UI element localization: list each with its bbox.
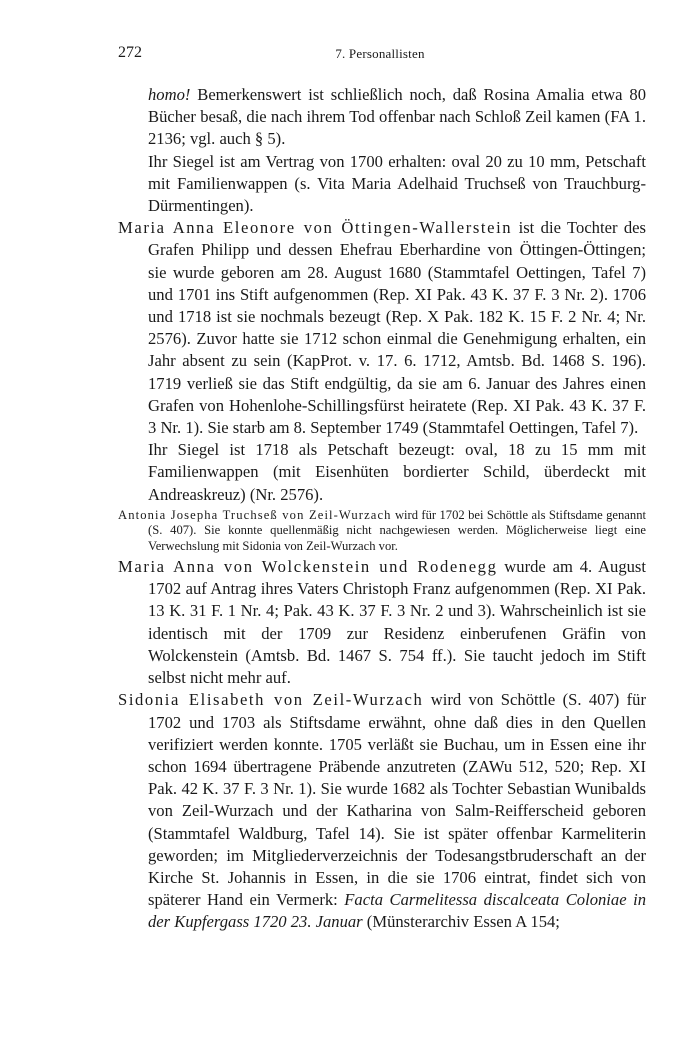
entry-name: Maria Anna Eleonore von Öttingen-Wallerstein	[118, 218, 513, 238]
italic-word: homo!	[148, 85, 191, 104]
entry-name: Maria Anna von Wolckenstein und Rodenegg	[118, 557, 498, 577]
page-header	[118, 44, 642, 66]
entry-oettingen	[118, 217, 646, 439]
entry-text: wurde am 4. August 1702 auf Antrag ihres Vaters Christoph Franz aufgenommen (Rep. XI Pak. 13 K. 31 F. 1 Nr. 4; Pak. 43 K. 37 F. 3 Nr. 2 und 3). Wahrscheinlich ist sie identisch mit der 1709 zur Residenz einberufenen Gräfin von Wolckenstein (Amtsb. Bd. 1467 S. 754 ff.). Sie taucht jedoch im Stift selbst nicht mehr auf.	[148, 557, 646, 688]
entry-text: wird für 1702 bei Schöttle als Stiftsdame genannt (S. 407). Sie konnte quellenmäßig nicht nachgewiesen werden. Möglicherweise liegt eine Verwechslung mit Sidonia von Zeil-Wurzach vor.	[148, 507, 646, 553]
entry-name: Sidonia Elisabeth von Zeil-Wurzach	[118, 690, 424, 710]
page-number: 272	[118, 44, 142, 61]
seal-paragraph: Ihr Siegel ist am Vertrag von 1700 erhalten: oval 20 zu 10 mm, Petschaft mit Familienwappen (s. Vita Maria Adelhaid Truchseß von Trauchburg-Dürmentingen).	[148, 151, 646, 216]
entry-wolckenstein	[118, 556, 646, 689]
italic-quote: Facta Carmelitessa discalceata Coloniae in der Kupfergass 1720 23. Januar	[148, 890, 646, 932]
entry-sidonia	[118, 689, 646, 933]
page-body	[118, 84, 646, 934]
paragraph-continuation	[118, 84, 646, 151]
entry-text: wird von Schöttle (S. 407) für 1702 und 1703 als Stiftsdame erwähnt, ohne daß dies in den Quellen verifiziert werden konnte. 1705 verläßt sie Buchau, um in Essen eine ihr schon 1694 übertragene Präbende anzutreten (ZAWu 512, 520; Rep. XI Pak. 42 K. 37 F. 3 Nr. 1). Sie wurde 1682 als Tochter Sebastian Wunibalds von Zeil-Wurzach und der Katharina von Salm-Reifferscheid geboren (Stammtafel Waldburg, Tafel 14). Sie ist später offenbar Karmeliterin geworden; im Mitgliederverzeichnis der Todesangstbruderschaft an der Kirche St. Johannis in Essen, in die sie 1706 eintrat, findet sich von späterer Hand ein Vermerk:	[148, 690, 647, 910]
entry-antonia	[118, 508, 646, 554]
running-head: 7. Personallisten	[335, 46, 425, 61]
entry-oettingen-seal: Ihr Siegel ist 1718 als Petschaft bezeugt: oval, 18 zu 15 mm mit Familienwappen (mit Eisenhüten bordierter Schild, überdeckt mit Andreaskreuz) (Nr. 2576).	[148, 440, 646, 504]
entry-text: ist die Tochter des Grafen Philipp und dessen Ehefrau Eberhardine von Öttingen-Öttingen; sie wurde geboren am 28. August 1680 (Stammtafel Oettingen, Tafel 7) und 1701 ins Stift aufgenommen (Rep. XI Pak. 43 K. 37 F. 3 Nr. 2). 1706 und 1718 ist sie nochmals bezeugt (Rep. X Pak. 182 K. 15 F. 2 Nr. 4; Nr. 2576). Zuvor hatte sie 1712 schon einmal die Genehmigung erhalten, ein Jahr absent zu sein (KapProt. v. 17. 6. 1712, Amtsb. Bd. 1468 S. 196). 1719 verließ sie das Stift endgültig, da sie am 6. Januar des Jahres einen Grafen von Hohenlohe-Schillingsfürst heiratete (Rep. XI Pak. 43 K. 37 F. 3 Nr. 1). Sie starb am 8. September 1749 (Stammtafel Oettingen, Tafel 7).	[148, 218, 646, 438]
paragraph-text: Bemerkenswert ist schließlich noch, daß Rosina Amalia etwa 80 Bücher besaß, die nach ihrem Tod offenbar nach Schloß Zeil kamen (FA 1. 2136; vgl. auch § 5).	[148, 85, 646, 149]
entry-name: Antonia Josepha Truchseß von Zeil-Wurzach	[118, 507, 392, 522]
entry-text-tail: (Münsterarchiv Essen A 154;	[362, 912, 560, 932]
